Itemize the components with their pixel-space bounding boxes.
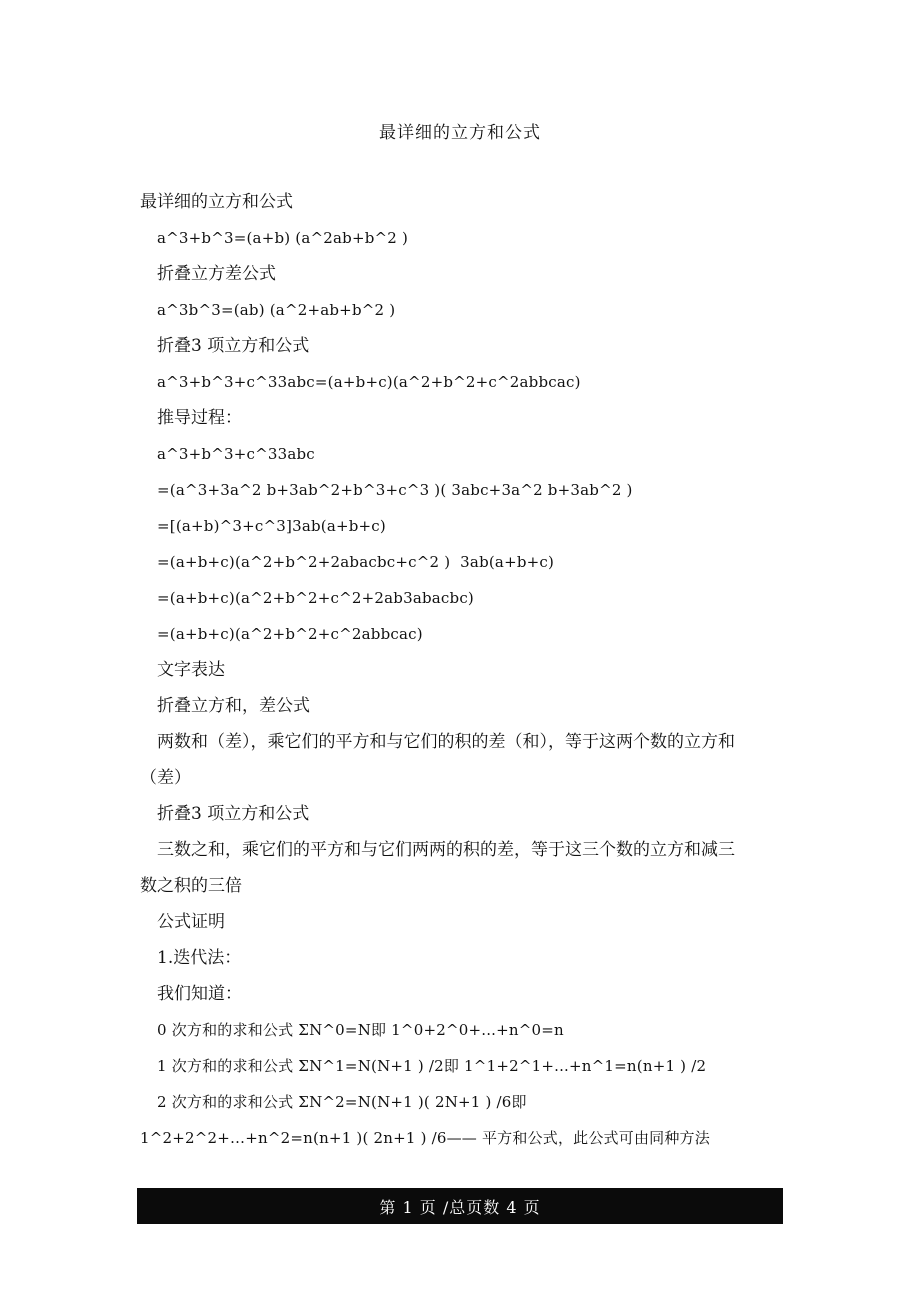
paragraph-line: 三数之和，乘它们的平方和与它们两两的积的差，等于这三个数的立方和减三	[157, 840, 735, 860]
section-heading: 最详细的立方和公式	[140, 192, 293, 212]
derivation-step: =[(a+b)^3+c^3]3ab(a+b+c)	[157, 517, 386, 535]
derivation-step: =(a+b+c)(a^2+b^2+2abacbc+c^2 ) 3ab(a+b+c)	[157, 553, 555, 571]
method-label: 1.迭代法：	[157, 948, 242, 968]
paragraph-line: 两数和（差），乘它们的平方和与它们的积的差（和），等于这两个数的立方和	[157, 732, 735, 752]
subheading-sum-difference: 折叠立方和，差公式	[157, 696, 310, 716]
derivation-step: =(a+b+c)(a^2+b^2+c^2+2ab3abacbc)	[157, 589, 474, 607]
page-footer	[137, 1188, 783, 1224]
page-title: 最详细的立方和公式	[379, 123, 541, 143]
formula-three-term: a^3+b^3+c^33abc=(a+b+c)(a^2+b^2+c^2abbcac)	[157, 373, 581, 391]
sum-formula-line: 0 次方和的求和公式 ΣN^0=N即 1^0+2^0+...+n^0=n	[157, 1021, 564, 1039]
paragraph-line: （差）	[140, 768, 191, 788]
derivation-label: 推导过程：	[157, 408, 242, 428]
proof-label: 公式证明	[157, 912, 225, 932]
formula-cube-difference: a^3b^3=(ab) (a^2+ab+b^2 )	[157, 301, 396, 319]
subheading-three-term: 折叠3 项立方和公式	[157, 336, 310, 356]
page-number-text: 第 1 页 /总页数 4 页	[379, 1197, 541, 1217]
sum-formula-line: 2 次方和的求和公式 ΣN^2=N(N+1 )( 2N+1 ) /6即	[157, 1093, 527, 1111]
sum-formula-line: 1^2+2^2+…+n^2=n(n+1 )( 2n+1 ) /6—— 平方和公式，此公式可由同种方法	[140, 1129, 710, 1147]
subheading-cube-difference: 折叠立方差公式	[157, 264, 276, 284]
formula-cube-sum: a^3+b^3=(a+b) (a^2ab+b^2 )	[157, 229, 409, 247]
sum-formula-line: 1 次方和的求和公式 ΣN^1=N(N+1 ) /2即 1^1+2^1+...+n^1=n(n+1 ) /2	[157, 1057, 707, 1075]
paragraph-line: 我们知道：	[157, 984, 242, 1004]
subheading-three-term: 折叠3 项立方和公式	[157, 804, 310, 824]
document-body	[140, 184, 790, 1156]
derivation-step: =(a+b+c)(a^2+b^2+c^2abbcac)	[157, 625, 423, 643]
derivation-step: =(a^3+3a^2 b+3ab^2+b^3+c^3 )( 3abc+3a^2 b+3ab^2 )	[157, 481, 633, 499]
derivation-step: a^3+b^3+c^33abc	[157, 445, 315, 463]
paragraph-line: 数之积的三倍	[140, 876, 242, 896]
text-expression-label: 文字表达	[157, 660, 225, 680]
